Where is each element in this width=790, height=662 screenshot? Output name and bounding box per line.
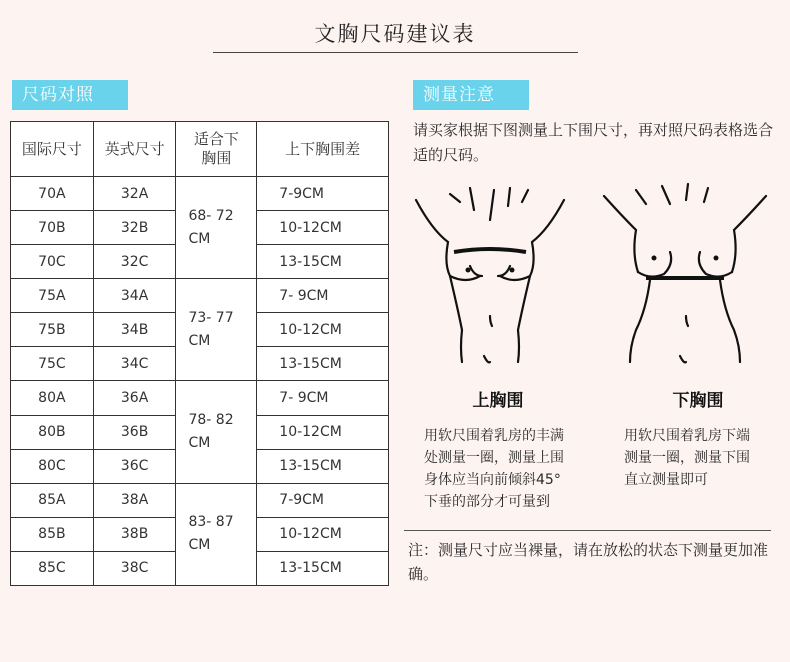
- cell-bust-difference: 10-12CM: [257, 313, 389, 347]
- cell-bust-difference: 13-15CM: [257, 245, 389, 279]
- desc-line: 处测量一圈，测量上围: [424, 450, 564, 466]
- cell-intl-size: 80C: [11, 449, 94, 483]
- fit-unit: CM: [188, 332, 211, 349]
- header-fit-underbust: 适合下胸围: [176, 122, 257, 177]
- measure-note: 注：测量尺寸应当裸量，请在放松的状态下测量更加准确。: [408, 541, 769, 583]
- cell-fit-underbust: [176, 483, 257, 585]
- table-row: [11, 381, 389, 415]
- fit-range: 73- 77: [188, 309, 234, 326]
- header-uk-size: 英式尺寸: [93, 122, 176, 177]
- cell-bust-difference: 13-15CM: [257, 347, 389, 381]
- lower-bust-label: 下胸围: [672, 391, 724, 411]
- cell-uk-size: 32B: [93, 211, 176, 245]
- upper-bust-label: 上胸围: [472, 391, 524, 411]
- cell-intl-size: 85B: [11, 517, 94, 551]
- upper-bust-figure-icon: [410, 180, 570, 370]
- cell-bust-difference: 13-15CM: [257, 551, 389, 585]
- lower-bust-figure-icon: [600, 180, 770, 370]
- cell-bust-difference: 7- 9CM: [257, 279, 389, 313]
- cell-uk-size: 34A: [93, 279, 176, 313]
- cell-intl-size: 80A: [11, 381, 94, 415]
- cell-intl-size: 75B: [11, 313, 94, 347]
- cell-fit-underbust: [176, 177, 257, 279]
- cell-bust-difference: 7- 9CM: [257, 381, 389, 415]
- header-bust-difference: 上下胸围差: [257, 122, 389, 177]
- lower-bust-description: [624, 425, 784, 491]
- cell-uk-size: 32C: [93, 245, 176, 279]
- desc-line: 下垂的部分才可量到: [424, 494, 550, 510]
- cell-bust-difference: 7-9CM: [257, 483, 389, 517]
- fit-unit: CM: [188, 537, 211, 554]
- desc-line: 身体应当向前倾斜45°: [424, 472, 561, 488]
- cell-fit-underbust: [176, 381, 257, 483]
- desc-line: 测量一圈，测量下围: [624, 450, 750, 466]
- cell-intl-size: 75C: [11, 347, 94, 381]
- table-header-row: [11, 122, 389, 177]
- fit-range: 78- 82: [188, 412, 234, 429]
- page-title: 文胸尺码建议表: [314, 22, 476, 46]
- cell-uk-size: 36A: [93, 381, 176, 415]
- table-row: [11, 483, 389, 517]
- cell-intl-size: 80B: [11, 415, 94, 449]
- upper-bust-description: [424, 425, 604, 513]
- table-row: [11, 177, 389, 211]
- size-table: [10, 121, 389, 586]
- desc-line: 用软尺围着乳房的丰满: [424, 428, 564, 444]
- cell-uk-size: 38C: [93, 551, 176, 585]
- desc-line: 直立测量即可: [624, 472, 708, 488]
- title-divider: [213, 52, 578, 53]
- cell-uk-size: 32A: [93, 177, 176, 211]
- cell-bust-difference: 10-12CM: [257, 211, 389, 245]
- cell-intl-size: 85C: [11, 551, 94, 585]
- cell-intl-size: 70A: [11, 177, 94, 211]
- cell-uk-size: 38B: [93, 517, 176, 551]
- cell-uk-size: 36C: [93, 449, 176, 483]
- table-row: [11, 279, 389, 313]
- cell-bust-difference: 7-9CM: [257, 177, 389, 211]
- cell-uk-size: 34C: [93, 347, 176, 381]
- cell-uk-size: 34B: [93, 313, 176, 347]
- desc-line: 用软尺围着乳房下端: [624, 428, 750, 444]
- cell-intl-size: 85A: [11, 483, 94, 517]
- note-divider: [404, 530, 771, 531]
- fit-range: 68- 72: [188, 207, 234, 224]
- cell-intl-size: 70C: [11, 245, 94, 279]
- cell-bust-difference: 10-12CM: [257, 415, 389, 449]
- fit-unit: CM: [188, 230, 211, 247]
- measure-intro: 请买家根据下图测量上下围尺寸，再对照尺码表格选合适的尺码。: [413, 121, 774, 164]
- cell-fit-underbust: [176, 279, 257, 381]
- cell-intl-size: 75A: [11, 279, 94, 313]
- fit-unit: CM: [188, 435, 211, 452]
- measure-notes-tag: 测量注意: [413, 80, 529, 110]
- cell-uk-size: 38A: [93, 483, 176, 517]
- cell-uk-size: 36B: [93, 415, 176, 449]
- size-chart-tag: 尺码对照: [12, 80, 128, 110]
- cell-bust-difference: 10-12CM: [257, 517, 389, 551]
- header-intl-size: 国际尺寸: [11, 122, 94, 177]
- cell-bust-difference: 13-15CM: [257, 449, 389, 483]
- fit-range: 83- 87: [188, 514, 234, 531]
- cell-intl-size: 70B: [11, 211, 94, 245]
